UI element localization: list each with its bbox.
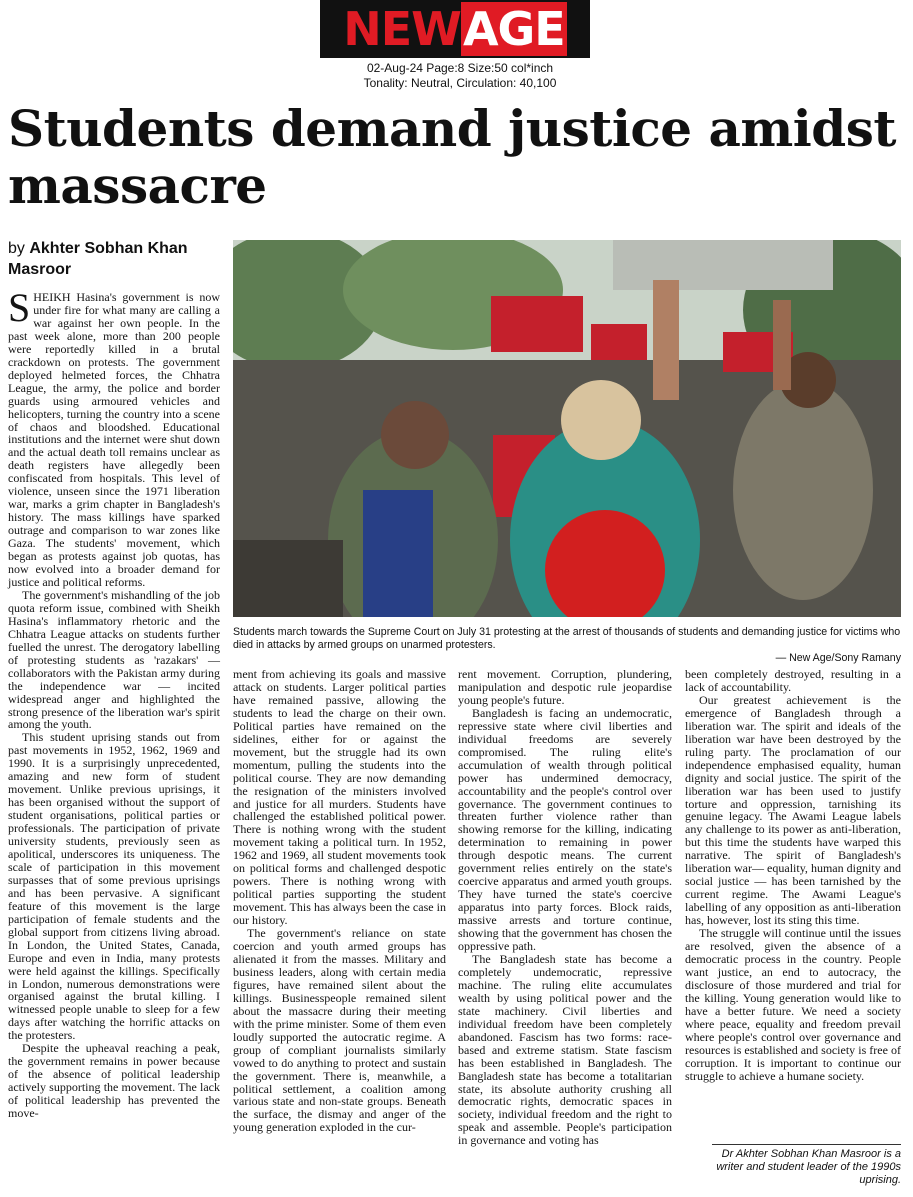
article-column-4 [685, 668, 901, 1083]
article-photo [233, 240, 901, 617]
article-column-2 [233, 668, 446, 1134]
photo-caption-text: Students march towards the Supreme Court on July 31 protesting at the arrest of thousands of students and demanding justice for victims who died in attacks by armed groups on unarmed protesters. [233, 626, 901, 651]
paragraph: The government's reliance on state coercion and youth armed groups has alienated it from the masses. Military and business leaders, along with certain media figures, have remained silent about the killings. Businesspeople remained silent about the massacre during their meeting with the prime minister. Some of them even loudly supported the autocratic regime. A group of compliant journalists similarly vowed to do anything to protect and sustain the government. There is, meanwhile, a political settlement, a coalition among various state and non-state groups. Beneath the surface, the dismay and anger of the young generation exploded in the cur- [233, 926, 446, 1135]
article-column-3 [458, 668, 672, 1147]
paragraph: The government's mishandling of the job quota reform issue, combined with Sheikh Hasina's inflammatory rhetoric and the Chhatra League attacks on students further fuelled the unrest. The derogatory labelling of protesting students as 'razakars' — collaborators with the Pakistan army during the independence war — incited widespread anger and highlighted the strong presence of the liberation war's spirit among the youth. [8, 587, 220, 732]
article-headline: Students demand justice amidst massacre [8, 99, 896, 215]
byline-prefix: by [8, 240, 30, 257]
paragraph: been completely destroyed, resulting in a lack of accountability. [685, 667, 901, 694]
paragraph: Bangladesh is facing an undemocratic, repressive state where civil liberties and individual freedoms are severely compromised. The ruling elite's accumulation of wealth through political power has undermined democracy, accountability and the people's control over governance. The government continues to threaten further violence rather than showing remorse for the killing, indicating determination to remaining in power through despotic means. The current government relies entirely on the state's coercive apparatus and armed youth groups. They have turned the state's coercive apparatus into party forces. Block raids, massive arrests and torture continue, showing that the government has chosen the oppressive path. [458, 705, 672, 954]
photo-caption [233, 626, 901, 665]
paragraph: SHEIKH Hasina's government is now under fire for what many are calling a war against her own people. In the past week alone, more than 200 people were reportedly killed in a brutal crackdown on protests. The government deployed helmeted forces, the Chhatra League, the army, the police and border guards using armoured vehicles and helicopters, turning the country into a scene of chaos and bloodshed. Educational institutions and the internet were shut down and the actual death toll remains unclear as death registers have allegedly been confiscated from hospitals. This level of violence, unseen since the 1971 liberation war, marks a grim chapter in Bangladesh's history. The mass killings have sparked outrage and comparison to war zones like Gaza. The students' movement, which began as protests against job quotas, has now evolved into a broader demand for justice and political reforms. [8, 285, 220, 589]
author-note-divider [712, 1144, 901, 1145]
paragraph: Our greatest achievement is the emergence of Bangladesh through a liberation war. The spirit and ideals of the liberation war have been destroyed by the ruling party. The proclamation of our independence emphasised equality, human dignity and social justice. The spirit of the liberation war has been used to justify torture and oppression, tarnishing its genuine legacy. The Awami League labels any challenge to its power as anti-liberation, but this time the students have warped this narrative. The spirit of Bangladesh's liberation war— equality, human dignity and social justice — has been tarnished by the current regime. The Awami League's labelling of any opposition as anti-liberation has, however, lost its sting this time. [685, 692, 901, 928]
byline-author: Akhter Sobhan Khan Masroor [8, 240, 188, 278]
author-note: Dr Akhter Sobhan Khan Masroor is a writer and student leader of the 1990s uprising. [716, 1148, 901, 1186]
drop-cap: S [8, 285, 31, 330]
article-column-1 [8, 285, 220, 1121]
paragraph: ment from achieving its goals and massive attack on students. Larger political parties have remained passive, allowing the students to lead the charge on their own. Political parties have remained on the sidelines, either for or against the movement, but the struggle had its own momentum, pulling the students into the political course. They are now demanding the resignation of the ministers involved and justice for all murders. Students have challenged the established political power. There is nothing wrong with the student movement taking a political turn. In 1952, 1962 and 1969, all student movements took on political forms and challenged despotic powers. There is nothing wrong with political parties supporting the student movement. This has always been the case in our history. [233, 667, 446, 928]
paragraph: The struggle will continue until the issues are resolved, given the absence of a democratic process in the country. People want justice, an end to autocracy, the disclosure of those murdered and trial for the killing. Young generation would like to have a better future. We need a society where peace, equality and freedom prevail where people's control over governance and resources is established and society is free of corruption. It is important to continue our struggle to achieve a humane society. [685, 926, 901, 1083]
clipping-meta-date: 02-Aug-24 Page:8 Size:50 col*inch [366, 61, 554, 75]
newspaper-logo [320, 0, 590, 58]
clipping-meta-tonality: Tonality: Neutral, Circulation: 40,100 [363, 76, 557, 90]
newspaper-logo-text: NEWAGE [343, 2, 565, 56]
paragraph: The Bangladesh state has become a completely undemocratic, repressive machine. The ruling elite accumulates wealth by using political power and the state machinery. Civil liberties and individual freedom have been completely abandoned. Fascism has two forms: race-based and extreme statism. State fascism has been established in Bangladesh. The Bangladesh state has become a totalitarian state, its absolute authority crushing all democratic rights, democratic spaces in society, individual freedom and the right to speak and assemble. People's participation in governance and voting has [458, 951, 672, 1148]
paragraph: Despite the upheaval reaching a peak, the government remains in power because of the absence of political leadership actively supporting the movement. The lack of political leadership has prevented the move- [8, 1041, 220, 1121]
article-byline [8, 238, 228, 280]
photo-credit: — New Age/Sony Ramany [775, 652, 901, 664]
paragraph: rent movement. Corruption, plundering, manipulation and despotic rule jeopardise young people's future. [458, 667, 672, 707]
paragraph: This student uprising stands out from past movements in 1952, 1962, 1969 and 1990. It is a surprisingly unprecedented, amazing and new form of student movement. Unlike previous uprisings, it has been organised without the support of student organisations, political parties or professionals. The participation of private university students, previously seen as apolitical, underscores its uniqueness. The scale of participation in this movement surpasses that of some previous uprisings and has been pervasive. A significant feature of this movement is the large participation of female students and the global support from citizens living abroad. In London, the United States, Canada, Europe and even in India, many protests were held against the killings. Specifically in London, numerous demonstrations were organised against the brutal killing. I witnessed people unable to sleep for a few days after watching the horrific attacks on the protesters. [8, 730, 220, 1043]
